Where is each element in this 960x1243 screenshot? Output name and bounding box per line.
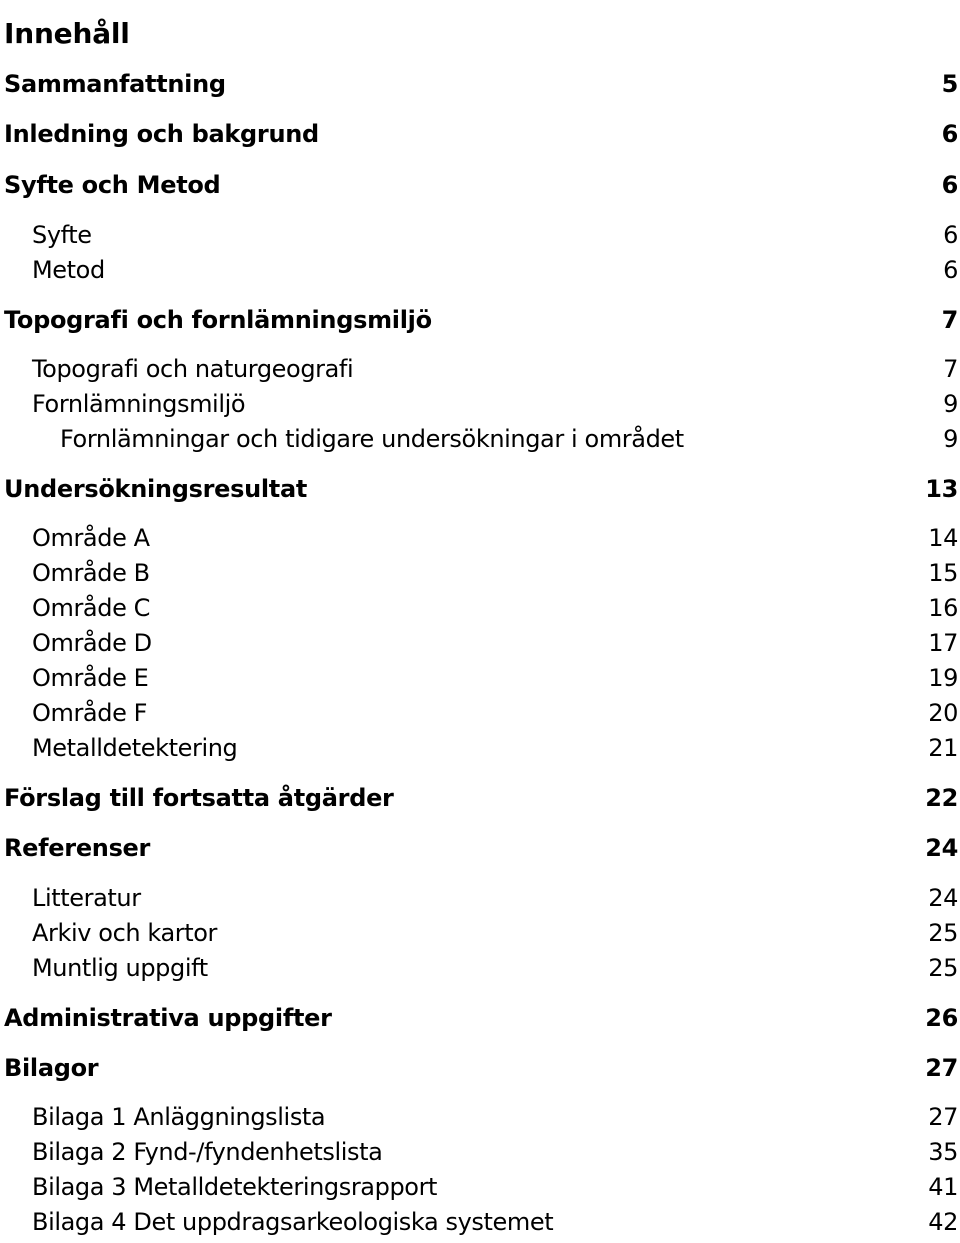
toc-entry-title: Litteratur	[32, 884, 141, 912]
toc-entry-page: 13	[925, 475, 958, 503]
toc-entry-bilaga-1[interactable]	[0, 1100, 960, 1134]
toc-entry-omrade-f[interactable]	[0, 696, 960, 730]
toc-entry-title: Område C	[32, 594, 151, 622]
toc-entry-title: Topografi och fornlämningsmiljö	[4, 306, 432, 334]
toc-entry-omrade-e[interactable]	[0, 661, 960, 695]
toc-entry-page: 9	[943, 425, 958, 453]
toc-entry-title: Förslag till fortsatta åtgärder	[4, 784, 394, 812]
toc-entry-title: Syfte	[32, 221, 92, 249]
toc-entry-page: 25	[928, 919, 958, 947]
toc-entry-litteratur[interactable]	[0, 881, 960, 915]
toc-entry-title: Undersökningsresultat	[4, 475, 308, 503]
toc-entry-syfte[interactable]	[0, 218, 960, 252]
toc-entry-title: Metalldetektering	[32, 734, 238, 762]
toc-entry-omrade-d[interactable]	[0, 626, 960, 660]
toc-entry-title: Arkiv och kartor	[32, 919, 218, 947]
toc-entry-page: 27	[925, 1054, 958, 1082]
toc-entry-syfte-och-metod[interactable]	[0, 168, 960, 202]
toc-entry-page: 9	[943, 390, 958, 418]
toc-entry-page: 21	[928, 734, 958, 762]
toc-entry-page: 24	[925, 834, 958, 862]
toc-entry-page: 22	[925, 784, 958, 812]
toc-entry-title: Inledning och bakgrund	[4, 120, 319, 148]
toc-entry-title: Referenser	[4, 834, 151, 862]
toc-entry-page: 15	[928, 559, 958, 587]
toc-entry-sammanfattning[interactable]	[0, 67, 960, 101]
toc-entry-title: Fornlämningsmiljö	[32, 390, 246, 418]
toc-entry-page: 24	[928, 884, 958, 912]
toc-entry-title: Bilaga 3 Metalldetekteringsrapport	[32, 1173, 438, 1201]
toc-entry-page: 17	[928, 629, 958, 657]
toc-entry-page: 6	[943, 221, 958, 249]
toc-entry-title: Muntlig uppgift	[32, 954, 208, 982]
toc-heading: Innehåll	[4, 16, 130, 50]
toc-entry-page: 7	[941, 306, 958, 334]
toc-entry-page: 19	[928, 664, 958, 692]
toc-entry-omrade-b[interactable]	[0, 556, 960, 590]
toc-entry-undersokningsresultat[interactable]	[0, 472, 960, 506]
toc-entry-title: Bilaga 2 Fynd-/fyndenhetslista	[32, 1138, 383, 1166]
toc-entry-title: Metod	[32, 256, 105, 284]
toc-entry-metalldetektering[interactable]	[0, 731, 960, 765]
toc-entry-page: 41	[928, 1173, 958, 1201]
toc-entry-title: Fornlämningar och tidigare undersökningar i området	[60, 425, 684, 453]
toc-entry-page: 26	[925, 1004, 958, 1032]
toc-entry-inledning[interactable]	[0, 117, 960, 151]
toc-entry-bilaga-4[interactable]	[0, 1205, 960, 1239]
toc-entry-page: 25	[928, 954, 958, 982]
toc-entry-bilaga-3[interactable]	[0, 1170, 960, 1204]
toc-entry-bilaga-2[interactable]	[0, 1135, 960, 1169]
toc-entry-page: 20	[928, 699, 958, 727]
toc-entry-page: 7	[943, 355, 958, 383]
toc-entry-bilagor[interactable]	[0, 1051, 960, 1085]
toc-entry-topografi-och-fornlamningsmiljo[interactable]	[0, 303, 960, 337]
toc-entry-omrade-a[interactable]	[0, 521, 960, 555]
toc-entry-title: Administrativa uppgifter	[4, 1004, 332, 1032]
toc-entry-arkiv-och-kartor[interactable]	[0, 916, 960, 950]
toc-entry-omrade-c[interactable]	[0, 591, 960, 625]
toc-entry-title: Område D	[32, 629, 152, 657]
toc-entry-page: 5	[941, 70, 958, 98]
toc-entry-page: 6	[943, 256, 958, 284]
toc-entry-page: 16	[928, 594, 958, 622]
toc-entry-forslag-till-fortsatta-atgarder[interactable]	[0, 781, 960, 815]
toc-entry-fornlamningsmiljo[interactable]	[0, 387, 960, 421]
toc-entry-title: Sammanfattning	[4, 70, 226, 98]
toc-entry-muntlig-uppgift[interactable]	[0, 951, 960, 985]
toc-entry-title: Topografi och naturgeografi	[32, 355, 354, 383]
toc-entry-title: Bilaga 4 Det uppdragsarkeologiska systemet	[32, 1208, 554, 1236]
toc-entry-title: Område F	[32, 699, 148, 727]
toc-entry-title: Syfte och Metod	[4, 171, 221, 199]
toc-entry-metod[interactable]	[0, 253, 960, 287]
toc-entry-page: 27	[928, 1103, 958, 1131]
toc-entry-page: 42	[928, 1208, 958, 1236]
toc-entry-title: Område E	[32, 664, 149, 692]
toc-entry-topografi-och-naturgeografi[interactable]	[0, 352, 960, 386]
toc-entry-administrativa-uppgifter[interactable]	[0, 1001, 960, 1035]
toc-entry-page: 14	[928, 524, 958, 552]
toc-entry-title: Bilaga 1 Anläggningslista	[32, 1103, 326, 1131]
toc-entry-page: 6	[941, 171, 958, 199]
toc-entry-title: Område A	[32, 524, 150, 552]
toc-entry-page: 35	[928, 1138, 958, 1166]
toc-entry-title: Område B	[32, 559, 150, 587]
toc-entry-title: Bilagor	[4, 1054, 99, 1082]
toc-entry-fornlamningar-och-tidigare-undersokningar[interactable]	[0, 422, 960, 456]
toc-entry-referenser[interactable]	[0, 831, 960, 865]
toc-entry-page: 6	[941, 120, 958, 148]
